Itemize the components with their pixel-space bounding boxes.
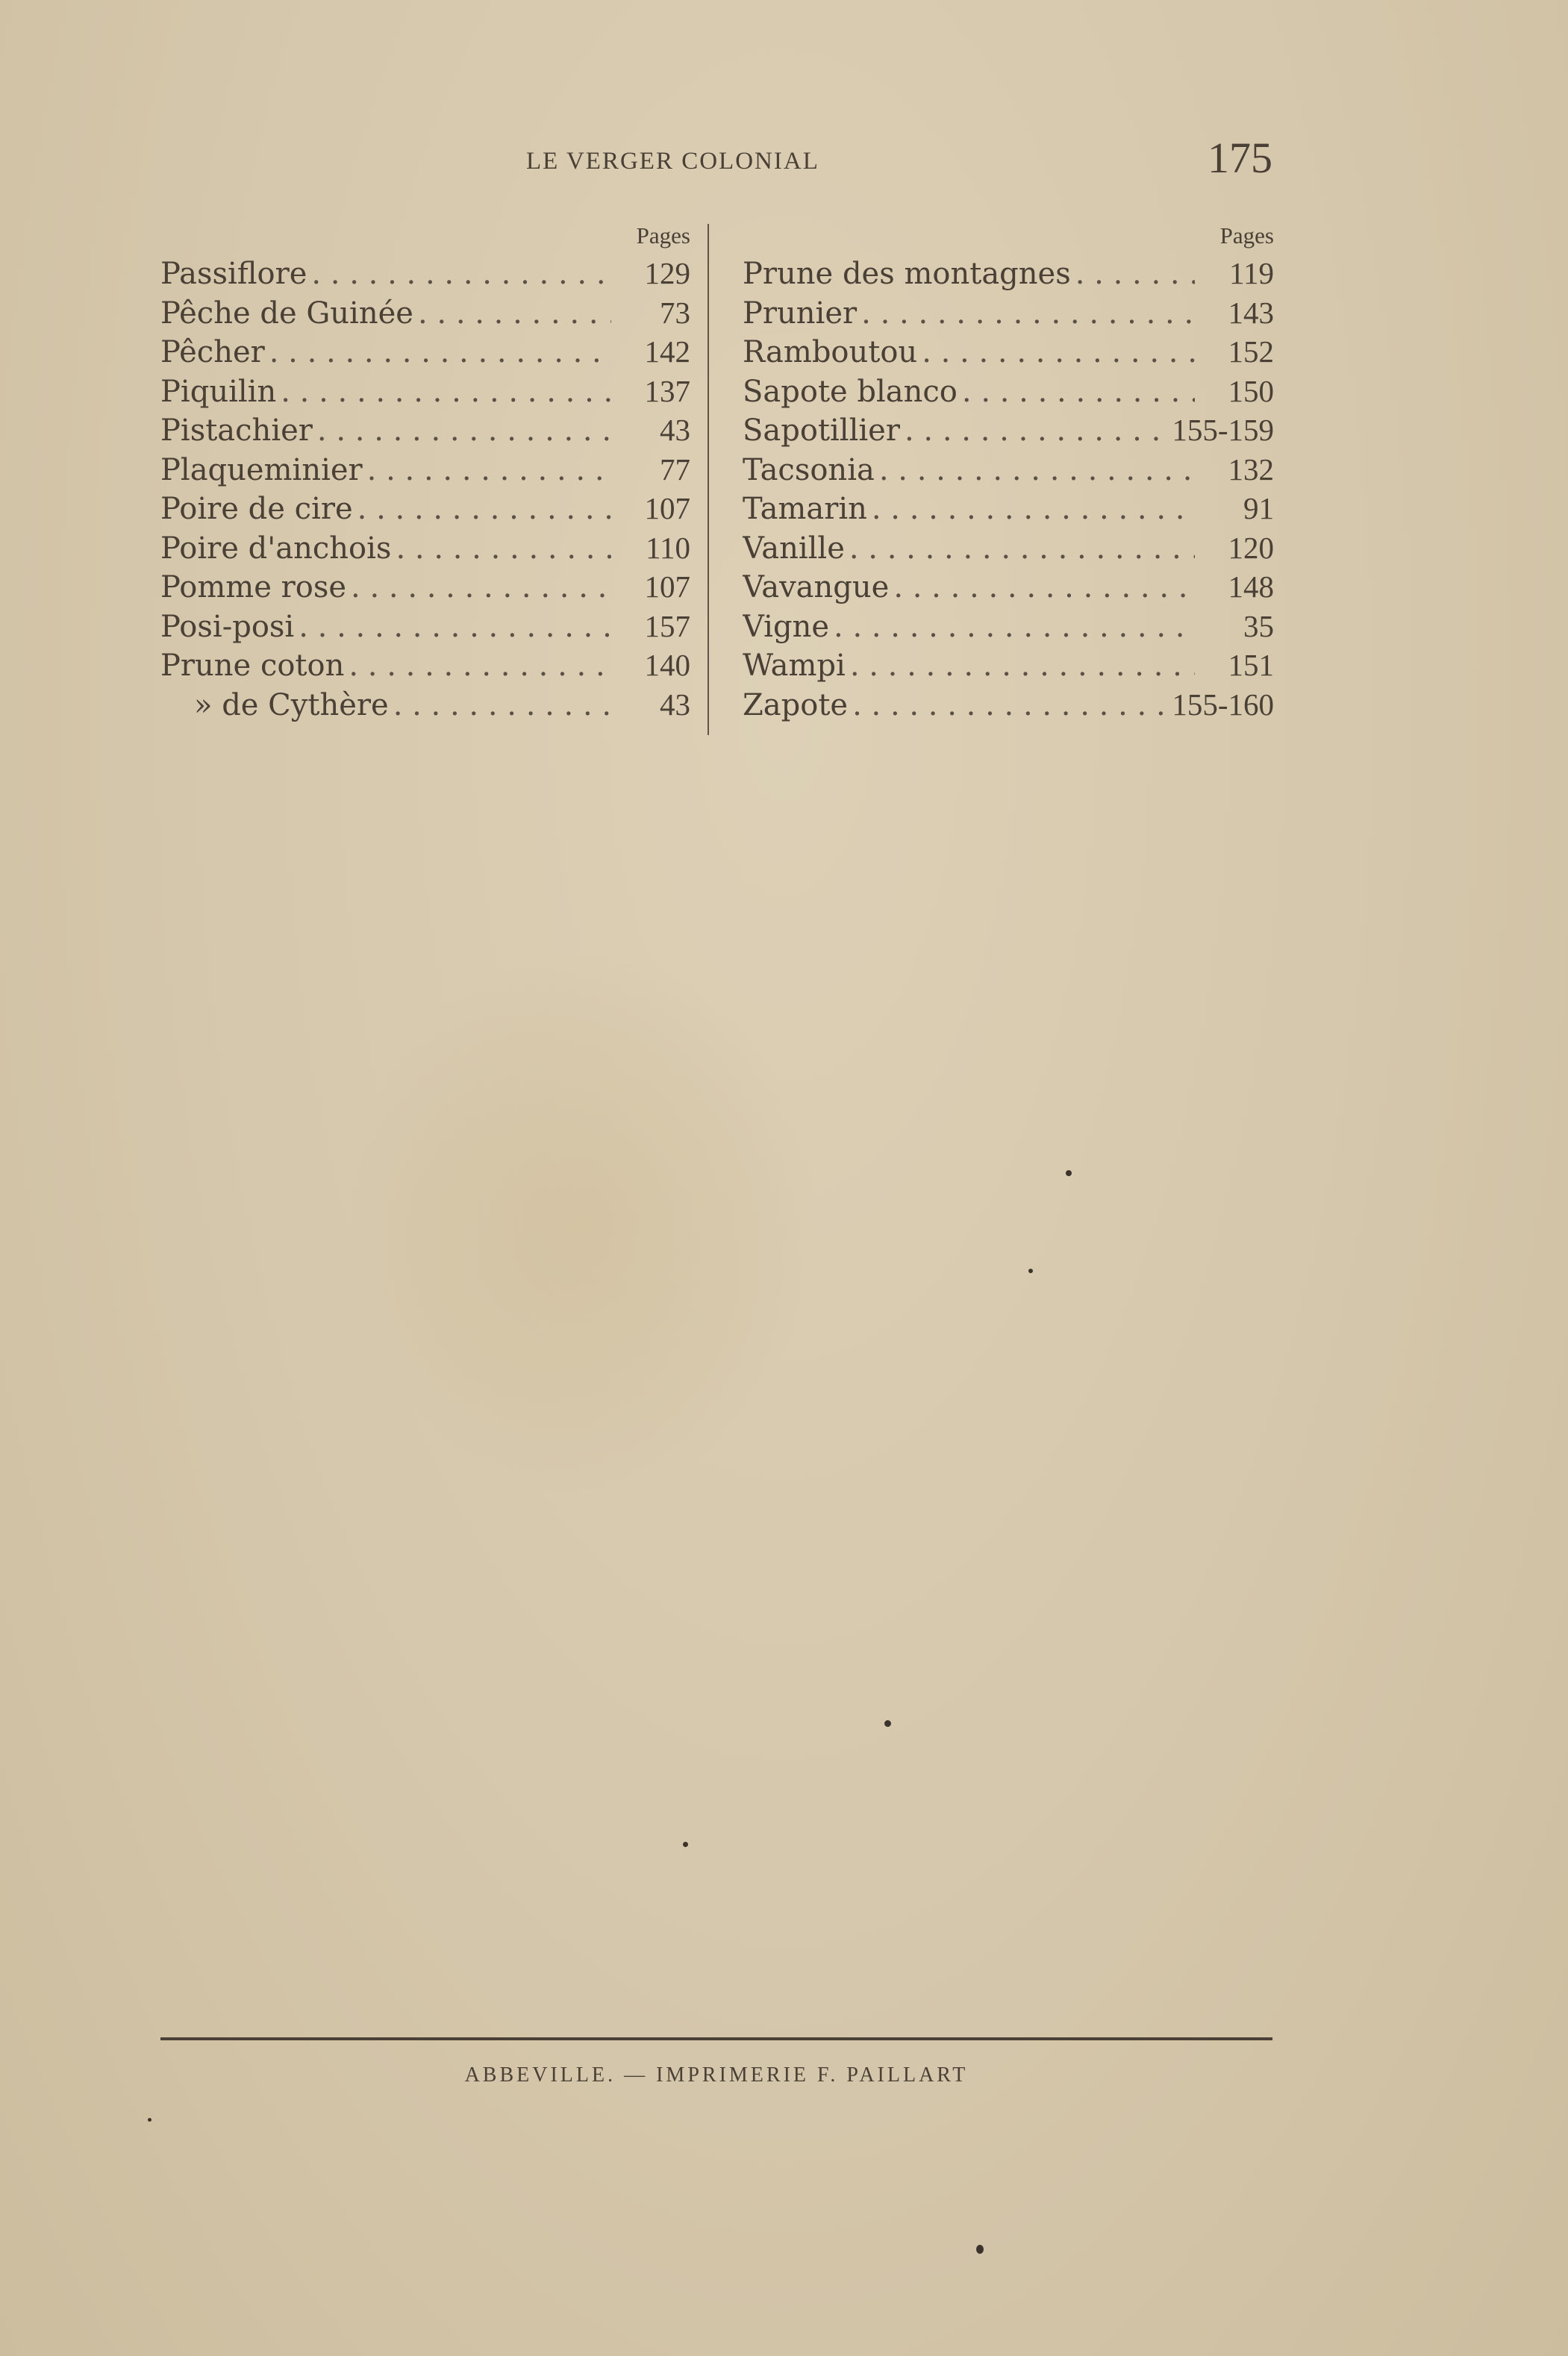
footer-rule [160,2037,1272,2040]
index-term: Pomme rose [160,570,347,604]
paper-speck [148,2118,152,2122]
index-term: Prune des montagnes [743,257,1071,291]
paper-speck [976,2245,984,2254]
index-term: Tamarin [743,492,867,526]
index-page: 143 [1228,295,1274,330]
index-term: Wampi [743,649,846,683]
index-page: 73 [660,295,690,330]
index-term: Passiflore [160,257,307,291]
index-page: 119 [1229,256,1274,290]
index-page: 150 [1228,373,1274,408]
dot-leader [269,333,611,372]
index-term: Sapote blanco [743,374,958,409]
dot-leader [905,411,1167,450]
index-page: 43 [660,687,690,722]
index-term: Poire d'anchois [160,531,392,566]
index-entry [160,607,690,646]
dot-leader [393,686,611,725]
dot-leader [299,607,611,646]
index-entry [743,685,1274,725]
index-term: Pistachier [160,413,313,448]
index-column-right [743,218,1274,724]
index-page: 142 [644,334,690,369]
index-entry [160,332,690,372]
index-entry [743,646,1274,685]
index-entry [160,450,690,490]
index-entry [160,293,690,333]
dot-leader [349,646,611,685]
index-term: Sapotillier [743,413,900,448]
index-term: Vanille [743,531,845,566]
page-number: 175 [1208,134,1272,182]
index-entry [743,567,1274,607]
index-page: 107 [644,569,690,604]
index-term: Tacsonia [743,452,875,487]
paper-speck [1066,1170,1072,1176]
pages-column-label: Pages [1219,222,1274,249]
dot-leader [852,686,1167,725]
dot-leader [357,490,611,528]
dot-leader [311,254,611,293]
index-entry [160,410,690,450]
index-entry [160,372,690,411]
index-term: Prune coton [160,649,345,683]
index-page: 157 [644,608,690,643]
dot-leader [396,529,611,568]
dot-leader [834,607,1195,646]
index-page: 43 [660,413,690,447]
index-entry [743,293,1274,333]
index-entry [743,607,1274,646]
index-page: 155-159 [1172,413,1274,447]
index-entry [160,685,690,725]
index-term: Vavangue [743,570,890,604]
index-page: 107 [644,491,690,525]
index-entry [160,528,690,568]
index-page: 148 [1228,569,1274,604]
index-page: 91 [1243,491,1274,525]
running-title: LE VERGER COLONIAL [526,148,819,175]
index-term: Pêcher [160,335,265,369]
dot-leader [418,294,611,333]
dot-leader [849,529,1195,568]
dot-leader [351,568,611,607]
dot-leader [872,490,1195,528]
index-page: 155-160 [1172,687,1274,722]
index-term: Pêche de Guinée [160,296,413,331]
dot-leader [850,646,1195,685]
dot-leader [879,451,1195,490]
index-page: 140 [644,648,690,682]
index-page: 151 [1228,648,1274,682]
index-entry [743,528,1274,568]
index-entry [743,372,1274,411]
index-page: 120 [1228,530,1274,565]
column-divider [708,224,709,735]
dot-leader [1075,254,1195,293]
index-term: Prunier [743,296,858,331]
printer-imprint: ABBEVILLE. — IMPRIMERIE F. PAILLART [464,2063,969,2087]
dot-leader [893,568,1195,607]
index-column-left [160,218,690,724]
index-page: 110 [646,530,690,565]
index-term: Posi-posi [160,609,295,644]
index-page: 137 [644,373,690,408]
dot-leader [367,451,611,490]
index-entry [160,646,690,685]
index-term: Zapote [743,687,849,722]
dot-leader [317,411,611,450]
dot-leader [861,294,1195,333]
index-page: 35 [1243,608,1274,643]
paper-speck [683,1842,688,1847]
index-page: 77 [660,451,690,487]
dot-leader [281,372,611,411]
index-page: 132 [1228,451,1274,487]
index-term: Poire de cire [160,492,353,526]
index-term: Plaqueminier [160,452,363,487]
index-entry [743,450,1274,490]
index-entry [160,567,690,607]
paper-speck [1028,1269,1033,1273]
index-term: Vigne [743,609,830,644]
pages-column-label: Pages [636,222,690,249]
index-entry [160,489,690,528]
paper-speck [884,1720,891,1727]
index-page: 129 [644,256,690,290]
index-page: 152 [1228,334,1274,369]
index-entry [743,254,1274,293]
index-term: Ramboutou [743,335,918,369]
index-entry [743,332,1274,372]
paper-stain [351,955,813,1493]
index-entry [160,254,690,293]
dot-leader [962,372,1195,411]
dot-leader [922,333,1195,372]
index-term: » de Cythère [194,687,389,722]
index-term: Piquilin [160,374,277,409]
index-entry [743,410,1274,450]
index-entry [743,489,1274,528]
